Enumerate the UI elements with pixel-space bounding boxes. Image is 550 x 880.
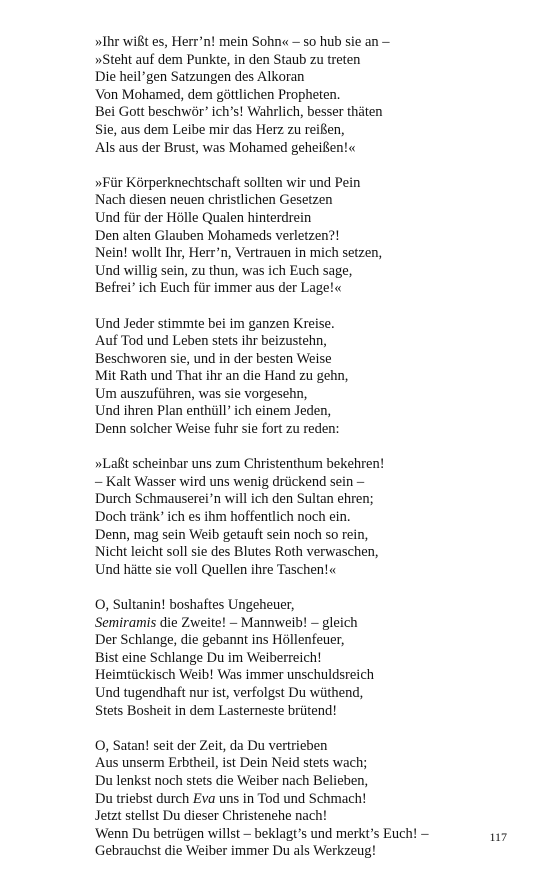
verse-line: Aus unserm Erbtheil, ist Dein Neid stets wach; bbox=[95, 755, 368, 772]
verse-line: Und hätte sie voll Quellen ihre Taschen!« bbox=[95, 561, 337, 578]
stanza bbox=[95, 175, 515, 298]
verse-line: Der Schlange, die gebannt ins Höllenfeuer, bbox=[95, 632, 345, 649]
stanza bbox=[95, 738, 515, 861]
verse-line: Denn, mag sein Weib getauft sein noch so rein, bbox=[95, 526, 369, 543]
verse-line: Gebrauchst die Weiber immer Du als Werkzeug! bbox=[95, 843, 377, 860]
verse-line: Du triebst durch Eva uns in Tod und Schmach! bbox=[95, 790, 367, 807]
verse-line: Du lenkst noch stets die Weiber nach Belieben, bbox=[95, 772, 369, 789]
verse-line: Semiramis die Zweite! – Mannweib! – gleich bbox=[95, 614, 358, 631]
verse-line: Auf Tod und Leben stets ihr beizustehn, bbox=[95, 333, 327, 350]
verse-line: Und ihren Plan enthüll’ ich einem Jeden, bbox=[95, 403, 332, 420]
verse-line: Die heil’gen Satzungen des Alkoran bbox=[95, 69, 305, 86]
verse-line: Stets Bosheit in dem Lasterneste brütend! bbox=[95, 702, 338, 719]
verse-line: Den alten Glauben Mohameds verletzen?! bbox=[95, 227, 340, 244]
page-number: 117 bbox=[489, 830, 507, 844]
verse-line: Nicht leicht soll sie des Blutes Roth verwaschen, bbox=[95, 544, 379, 561]
verse-line: Jetzt stellst Du dieser Christenehe nach! bbox=[95, 808, 328, 825]
verse-line: Mit Rath und That ihr an die Hand zu gehn, bbox=[95, 368, 349, 385]
verse-line: »Laßt scheinbar uns zum Christenthum bekehren! bbox=[95, 456, 385, 473]
verse-line: »Ihr wißt es, Herr’n! mein Sohn« – so hub sie an – bbox=[95, 34, 390, 50]
verse-line: Befrei’ ich Euch für immer aus der Lage!« bbox=[95, 280, 342, 297]
italic-name: Semiramis bbox=[95, 614, 157, 631]
verse-line: Und willig sein, zu thun, was ich Euch sage, bbox=[95, 262, 353, 279]
verse-line: Als aus der Brust, was Mohamed geheißen!« bbox=[95, 139, 356, 156]
italic-name: Eva bbox=[192, 790, 216, 807]
stanza bbox=[95, 597, 515, 720]
verse-line: Um auszuführen, was sie vorgesehn, bbox=[95, 385, 308, 402]
verse-line: Und Jeder stimmte bei im ganzen Kreise. bbox=[95, 315, 335, 332]
verse-line: Und für der Hölle Qualen hinterdrein bbox=[95, 209, 312, 226]
verse-line: Nein! wollt Ihr, Herr’n, Vertrauen in mich setzen, bbox=[95, 245, 383, 262]
stanza bbox=[95, 456, 515, 579]
verse-line: »Steht auf dem Punkte, in den Staub zu treten bbox=[95, 51, 361, 68]
verse-line: Wenn Du betrügen willst – beklagt’s und merkt’s Euch! – bbox=[95, 825, 429, 842]
verse-line: Nach diesen neuen christlichen Gesetzen bbox=[95, 192, 333, 209]
verse-line: O, Sultanin! boshaftes Ungeheuer, bbox=[95, 597, 295, 613]
verse-line: Heimtückisch Weib! Was immer unschuldsreich bbox=[95, 667, 375, 684]
verse-line: Doch tränk’ ich es ihm hoffentlich noch ein. bbox=[95, 509, 351, 526]
verse-line: Und tugendhaft nur ist, verfolgst Du wüthend, bbox=[95, 684, 364, 701]
verse-line: Bei Gott beschwör’ ich’s! Wahrlich, besser thäten bbox=[95, 104, 383, 121]
verse-line: Durch Schmauserei’n will ich den Sultan ehren; bbox=[95, 491, 374, 508]
verse-line: – Kalt Wasser wird uns wenig drückend sein – bbox=[95, 473, 365, 490]
verse-line: Sie, aus dem Leibe mir das Herz zu reißen, bbox=[95, 121, 345, 138]
verse-line: Von Mohamed, dem göttlichen Propheten. bbox=[95, 86, 341, 103]
verse-line: Denn solcher Weise fuhr sie fort zu reden: bbox=[95, 421, 340, 438]
verse-line: Bist eine Schlange Du im Weiberreich! bbox=[95, 649, 322, 666]
stanza bbox=[95, 316, 515, 439]
verse-line: »Für Körperknechtschaft sollten wir und Pein bbox=[95, 174, 361, 191]
verse-line: O, Satan! seit der Zeit, da Du vertrieben bbox=[95, 737, 328, 754]
verse-line: Beschworen sie, und in der besten Weise bbox=[95, 350, 332, 367]
poem-text bbox=[95, 34, 515, 879]
stanza bbox=[95, 34, 515, 157]
